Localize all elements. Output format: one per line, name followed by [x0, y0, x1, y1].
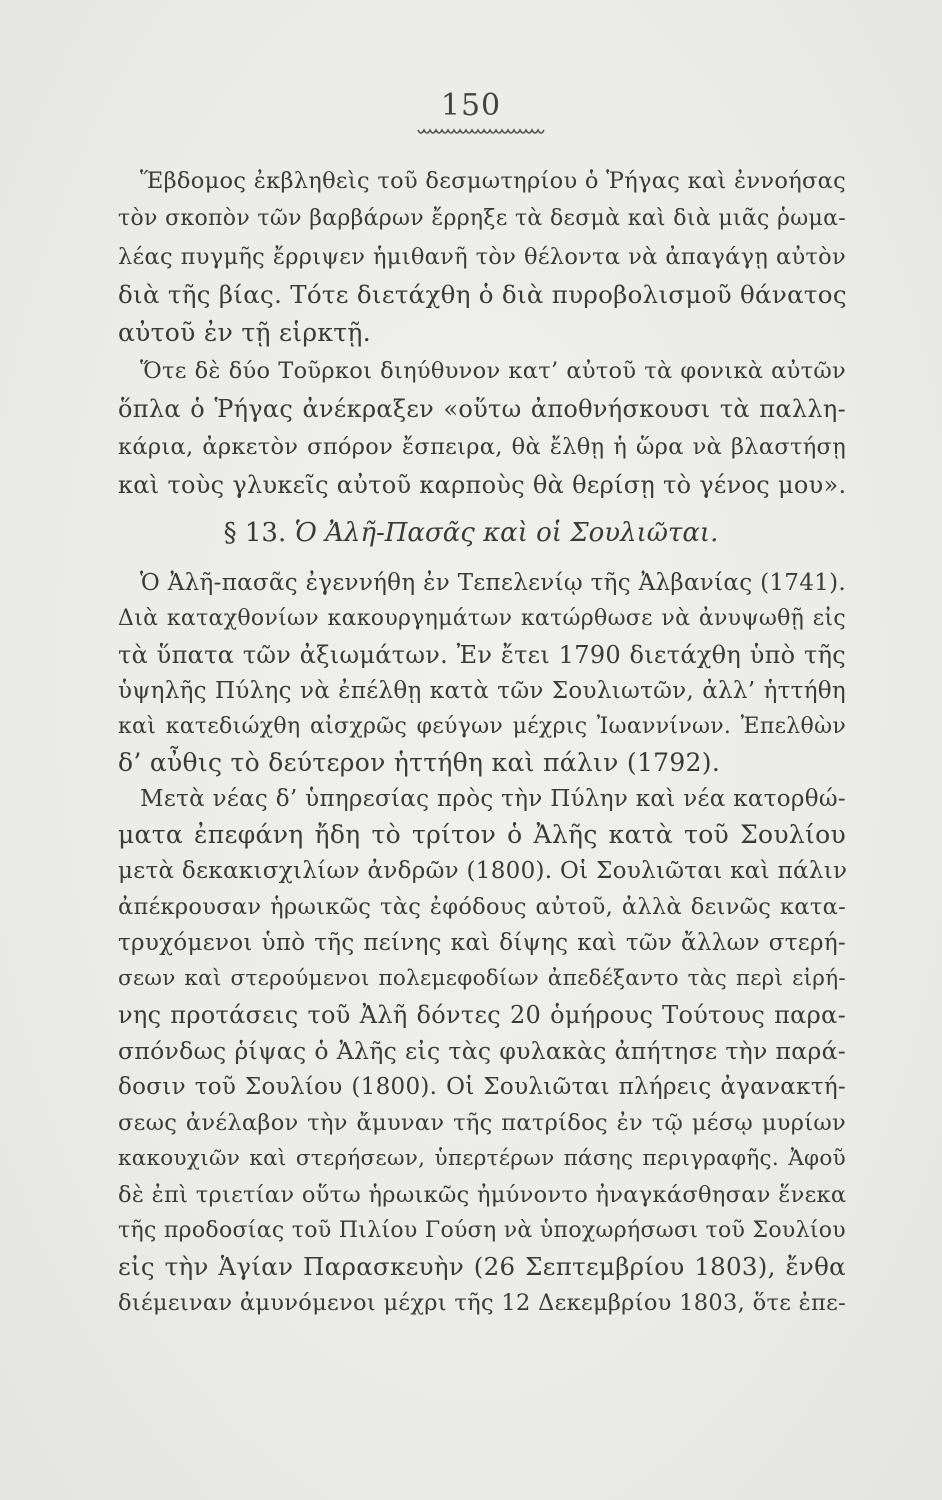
text-line: νης προτάσεις τοῦ Ἀλῆ δόντες 20 ὁμήρους Τούτους παρα-	[118, 1001, 846, 1029]
text-line: αὐτοῦ ἐν τῇ εἱρκτῇ.	[118, 318, 371, 347]
text-line: καὶ τοὺς γλυκεῖς αὐτοῦ καρποὺς θὰ θερίσῃ τὸ γένος μου».	[118, 471, 847, 499]
text-line: διέμειναν ἀμυνόμενοι μέχρι τῆς 12 Δεκεμβρίου 1803, ὅτε ἐπε-	[118, 1290, 846, 1316]
text-line: τῆς προδοσίας τοῦ Πιλίου Γούση νὰ ὑποχωρήσωσι τοῦ Σουλίου	[118, 1218, 846, 1243]
page-number: 150	[440, 88, 502, 123]
text-line: μετὰ δεκακισχιλίων ἀνδρῶν (1800). Οἱ Σουλιῶται καὶ πάλιν	[118, 858, 848, 884]
text-line: ἀπέκρουσαν ἡρωικῶς τὰς ἐφόδους αὐτοῦ, ἀλλὰ δεινῶς κατα-	[118, 894, 846, 920]
text-line: δ’ αὖθις τὸ δεύτερον ἡττήθη καὶ πάλιν (1792).	[118, 748, 721, 777]
text-line: κακουχιῶν καὶ στερήσεων, ὑπερτέρων πάσης περιγραφῆς. Ἀφοῦ	[118, 1146, 846, 1171]
text-line: ματα ἐπεφάνη ἤδη τὸ τρίτον ὁ Ἀλῆς κατὰ τοῦ Σουλίου	[118, 820, 846, 849]
text-line: Ἕβδομος ἐκβληθεὶς τοῦ δεσμωτηρίου ὁ Ῥήγας καὶ ἐννοήσας	[140, 168, 847, 194]
section-number: § 13.	[223, 518, 287, 548]
text-line: καὶ κατεδιώχθη αἰσχρῶς φεύγων μέχρις Ἰωαννίνων. Ἐπελθὼν	[118, 714, 846, 739]
text-line: κάρια, ἀρκετὸν σπόρον ἔσπειρα, θὰ ἔλθῃ ἡ ὥρα νὰ βλαστήσῃ	[118, 434, 846, 460]
text-line: ὅπλα ὁ Ῥήγας ἀνέκραξεν «οὕτω ἀποθνήσκουσι τὰ παλλη-	[118, 395, 846, 423]
text-line: σεων καὶ στερούμενοι πολεμεφοδίων ἀπεδέξαντο τὰς περὶ εἰρή-	[118, 966, 846, 991]
text-line: Ὁ Ἀλῆ-πασᾶς ἐγεννήθη ἐν Τεπελενίῳ τῆς Ἀλβανίας (1741).	[140, 570, 846, 596]
text-line: δοσιν τοῦ Σουλίου (1800). Οἱ Σουλιῶται πλήρεις ἀγανακτή-	[118, 1074, 846, 1100]
text-line: τὰ ὕπατα τῶν ἀξιωμάτων. Ἐν ἔτει 1790 διετάχθη ὑπὸ τῆς	[118, 641, 846, 669]
text-line: λέας πυγμῆς ἔρριψεν ἡμιθανῆ τὸν θέλοντα νὰ ἀπαγάγῃ αὐτὸν	[118, 244, 846, 270]
text-line: σεως ἀνέλαβον τὴν ἄμυναν τῆς πατρίδος ἐν τῷ μέσῳ μυρίων	[118, 1110, 846, 1136]
text-line: σπόνδως ῥίψας ὁ Ἀλῆς εἰς τὰς φυλακὰς ἀπήτησε τὴν παρά-	[118, 1037, 846, 1065]
text-line: Μετὰ νέας δ’ ὑπηρεσίας πρὸς τὴν Πύλην καὶ νέα κατορθώ-	[140, 786, 846, 812]
text-line: Ὅτε δὲ δύο Τοῦρκοι διηύθυνον κατ’ αὐτοῦ τὰ φονικὰ αὐτῶν	[140, 358, 846, 384]
text-line: διὰ τῆς βίας. Τότε διετάχθη ὁ διὰ πυροβολισμοῦ θάνατος	[118, 280, 847, 309]
text-line: ὑψηλῆς Πύλης νὰ ἐπέλθῃ κατὰ τῶν Σουλιωτῶν, ἀλλ’ ἡττήθη	[118, 678, 846, 704]
text-line: εἰς τὴν Ἁγίαν Παρασκευὴν (26 Σεπτεμβρίου 1803), ἔνθα	[118, 1252, 846, 1281]
text-line: τὸν σκοπὸν τῶν βαρβάρων ἔρρηξε τὰ δεσμὰ καὶ διὰ μιᾶς ῥωμα-	[118, 206, 846, 231]
section-title: Ὁ Ἀλῆ-Πασᾶς καὶ οἱ Σουλιῶται.	[294, 518, 719, 548]
text-line: δὲ ἐπὶ τριετίαν οὕτω ἡρωικῶς ἠμύνοντο ἠναγκάσθησαν ἕνεκα	[118, 1182, 847, 1208]
text-line: τρυχόμενοι ὑπὸ τῆς πείνης καὶ δίψης καὶ τῶν ἄλλων στερή-	[118, 930, 846, 956]
section-heading	[0, 518, 942, 548]
ornament-divider	[416, 128, 546, 138]
text-line: Διὰ καταχθονίων κακουργημάτων κατώρθωσε νὰ ἀνυψωθῇ εἰς	[118, 606, 846, 631]
